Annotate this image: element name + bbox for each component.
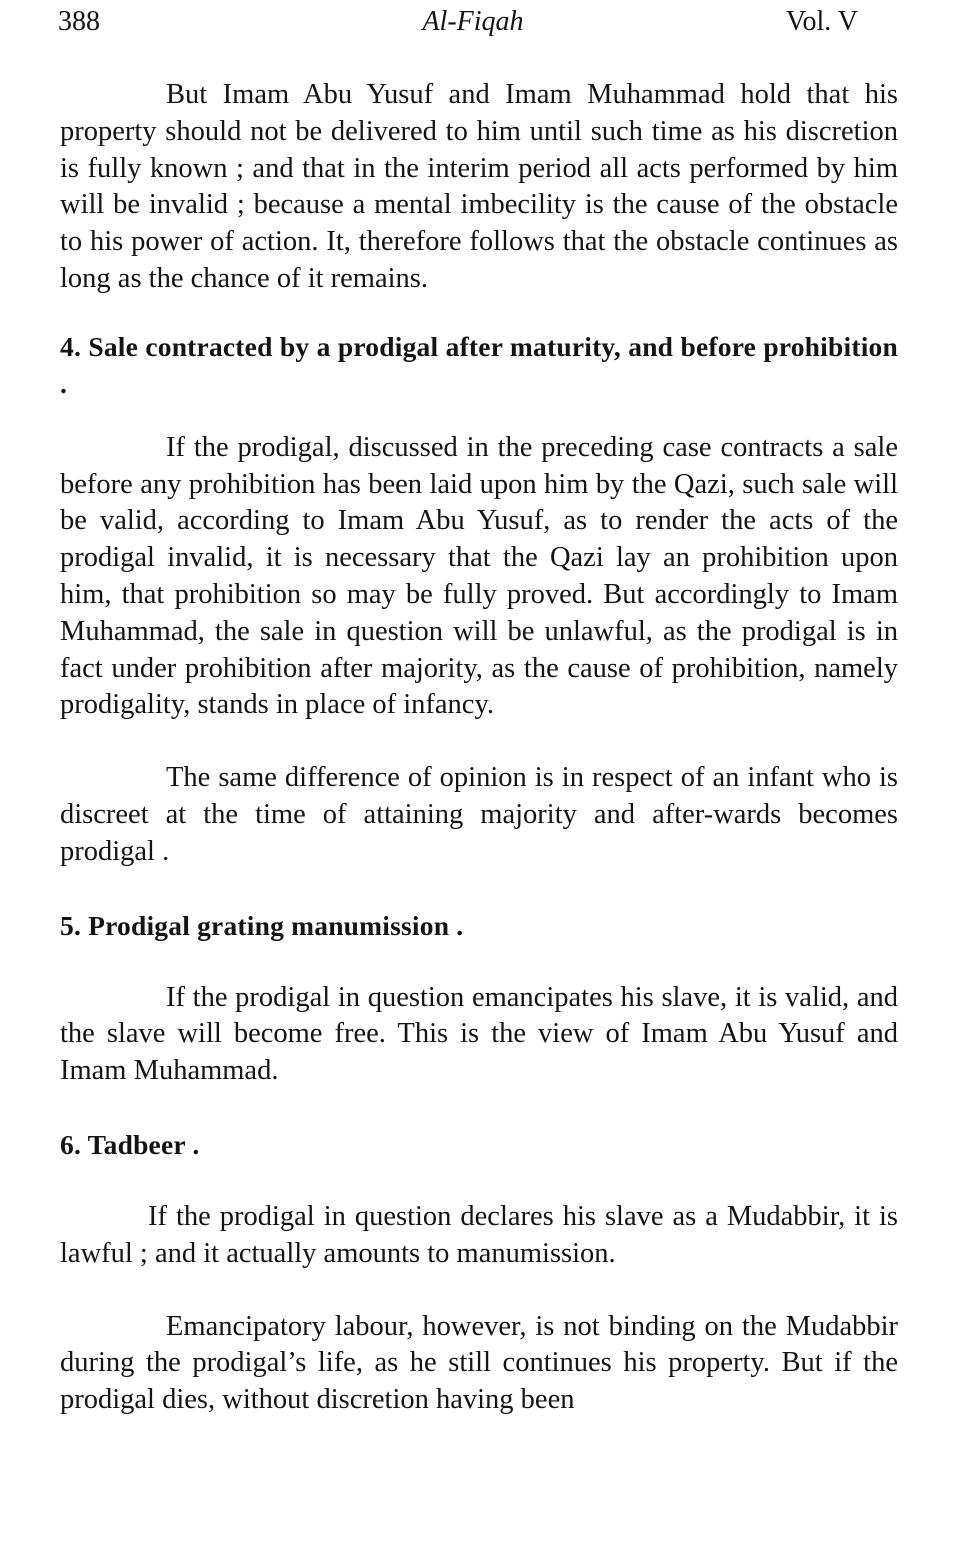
page-number: 388 — [58, 6, 100, 37]
section-heading-5: 5. Prodigal grating manumission . — [60, 909, 464, 941]
paragraph-6: Emancipatory labour, however, is not binding on the Mudabbir during the prodigal’s life, as he still continues his property. But if the prodigal dies, without discretion having been — [60, 1310, 898, 1416]
paragraph-4: If the prodigal in question emancipates his slave, it is valid, and the slave will become free. This is the view of Imam Abu Yusuf and Imam Muhammad. — [60, 981, 898, 1087]
paragraph-3: The same difference of opinion is in respect of an infant who is discreet at the time of attaining majority and after-wards becomes prodigal . — [60, 762, 898, 867]
running-header — [58, 2, 858, 42]
book-title: Al-Fiqah — [422, 6, 524, 37]
volume-label: Vol. V — [785, 6, 858, 37]
paragraph-5: If the prodigal in question declares his slave as a Mudabbir, it is lawful ; and it actually amounts to manumission. — [60, 1200, 898, 1269]
section-heading-6: 6. Tadbeer . — [60, 1128, 200, 1160]
paragraph-1: But Imam Abu Yusuf and Imam Muhammad hold that his property should not be delivered to him until such time as his discretion is fully known ; and that in the interim period all acts performed by him will be invalid ; because a mental imbecility is the cause of the obstacle to his power of action. It, therefore follows that the obstacle continues as long as the chance of it remains. — [60, 79, 898, 294]
paragraph-2: If the prodigal, discussed in the preceding case contracts a sale before any prohibition has been laid upon him by the Qazi, such sale will be valid, according to Imam Abu Yusuf, as to render the acts of the prodigal invalid, it is necessary that the Qazi lay an prohibition upon him, that prohibition so may be fully proved. But accordingly to Imam Muhammad, the sale in question will be unlawful, as the prodigal is in fact under prohibition after majority, as the cause of prohibition, namely prodigality, stands in place of infancy. — [60, 431, 898, 721]
page-body — [60, 77, 898, 1419]
section-heading-4: 4. Sale contracted by a prodigal after maturity, and before prohibition . — [60, 330, 898, 399]
